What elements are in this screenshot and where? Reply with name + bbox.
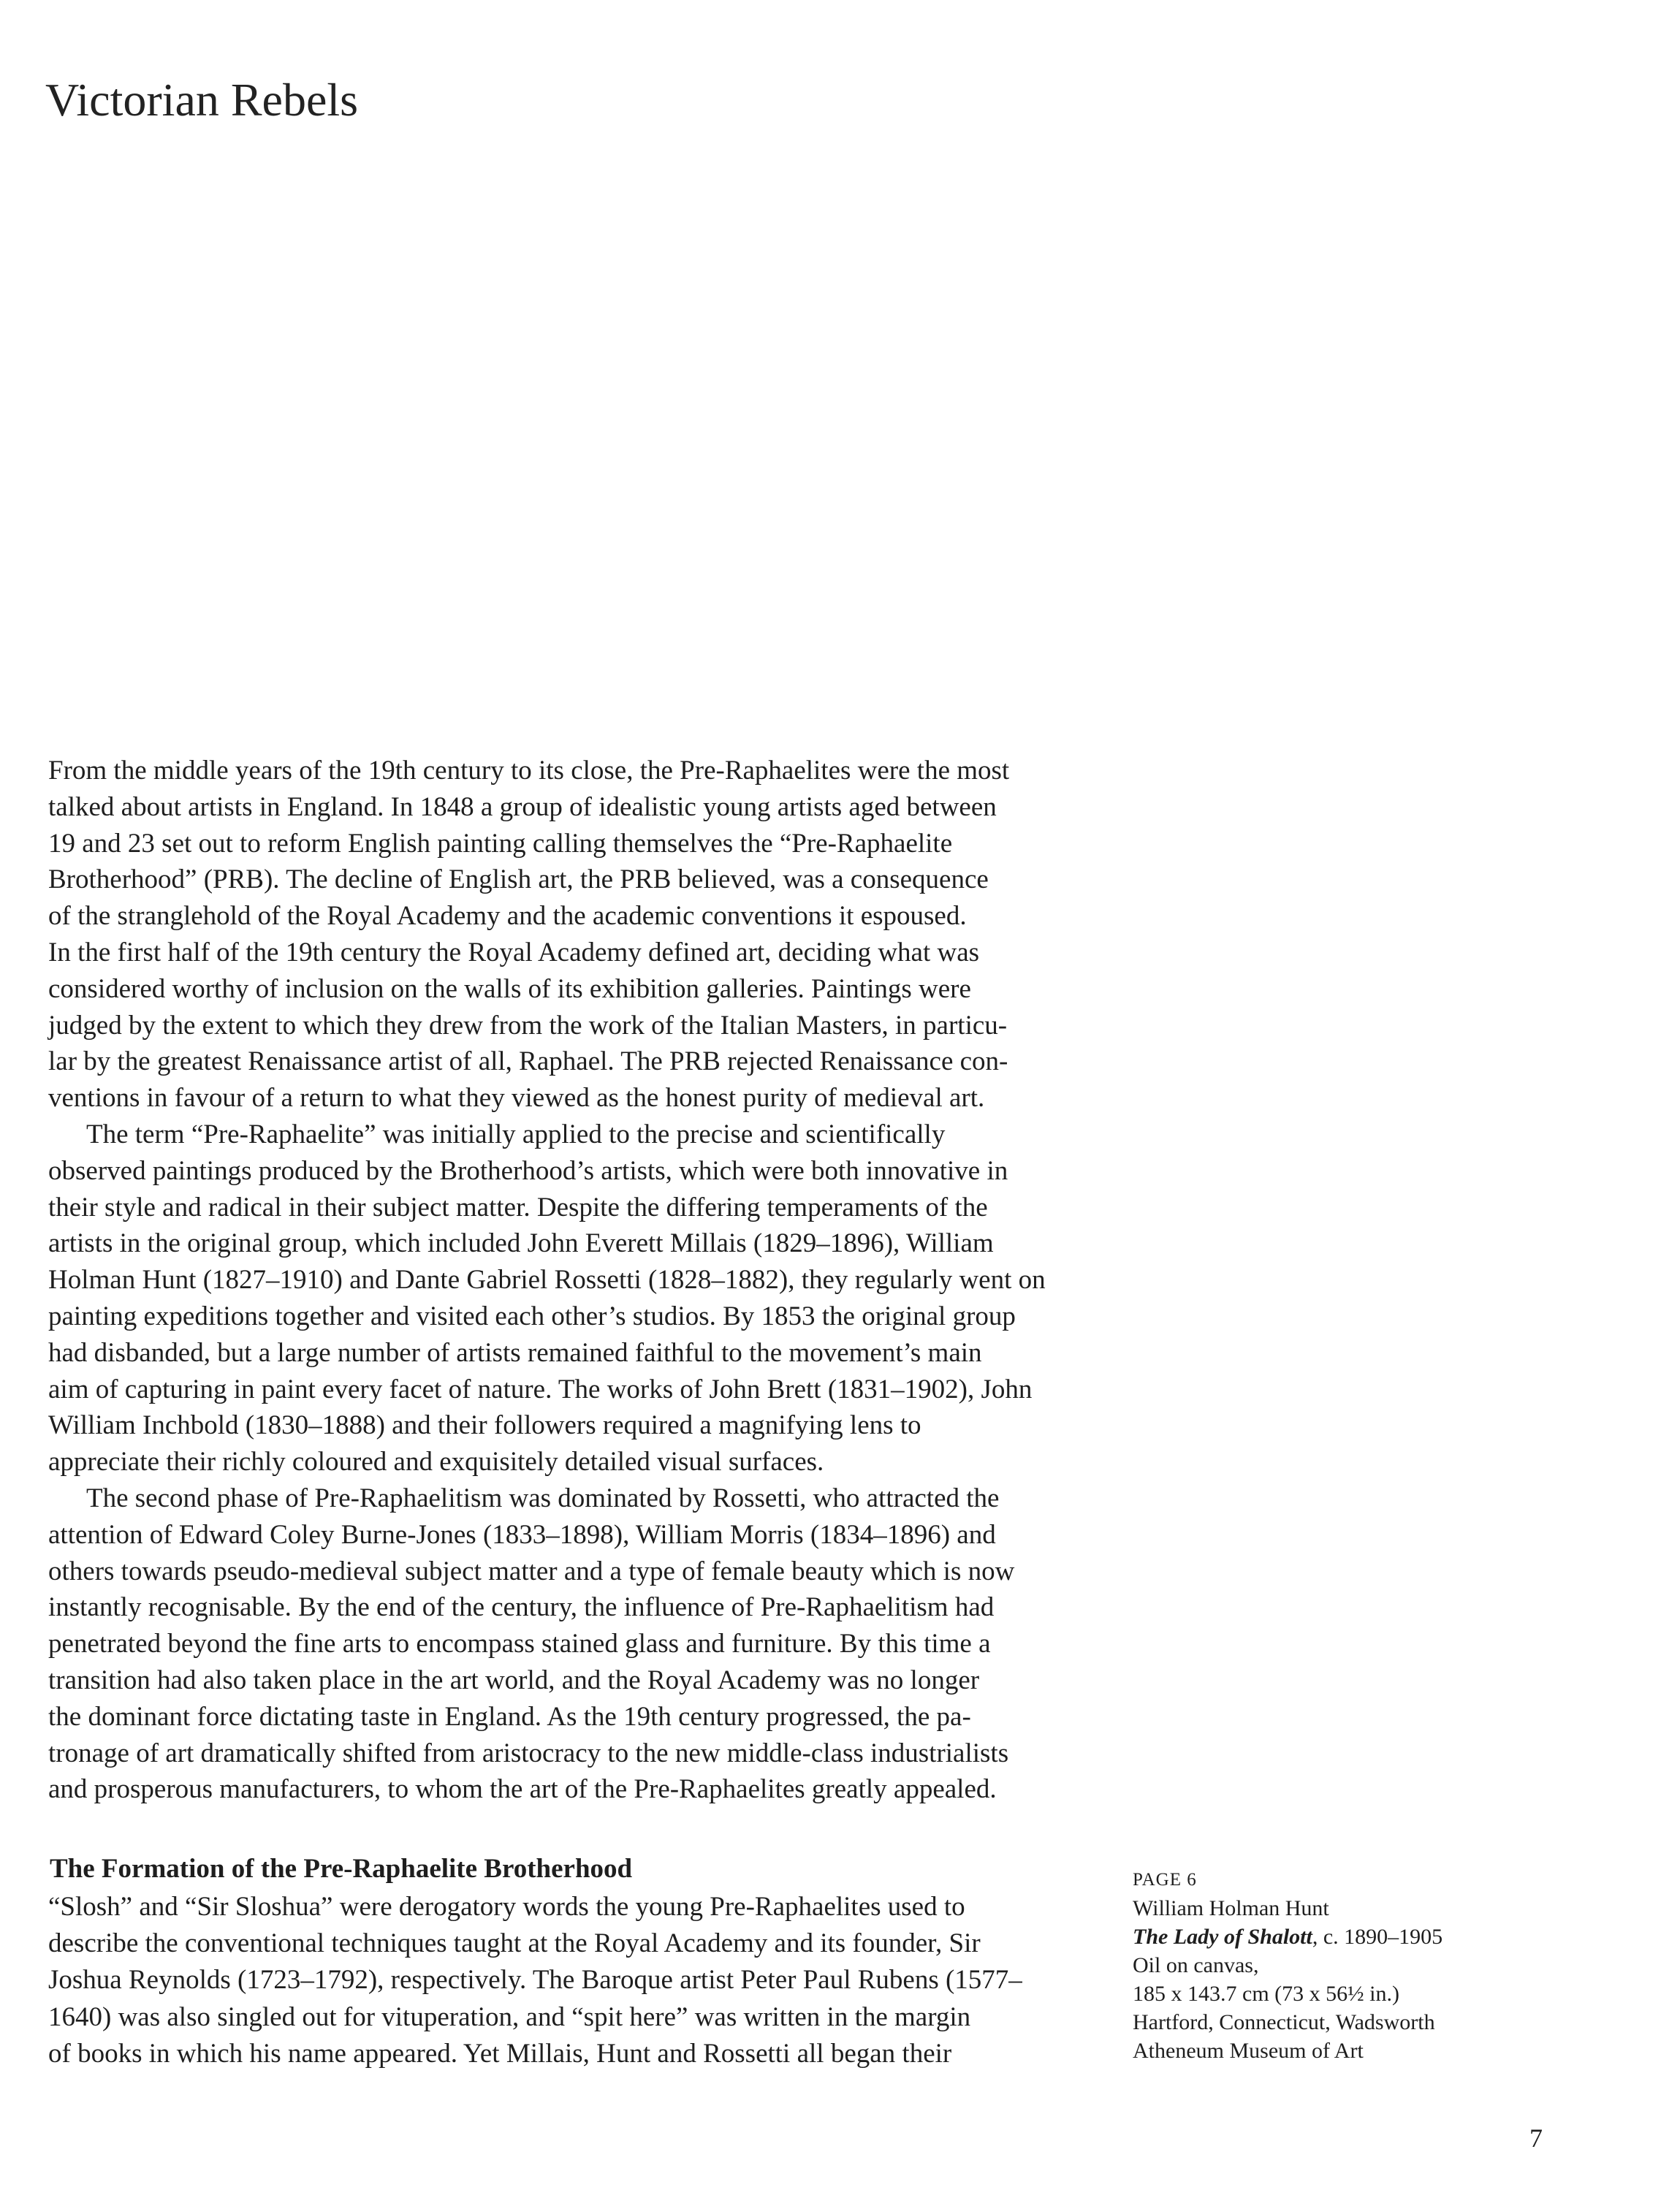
caption-work-title: The Lady of Shalott <box>1133 1925 1312 1949</box>
body-line: lar by the greatest Renaissance artist of all, Raphael. The PRB rejected Renaissance con- <box>48 1046 1008 1077</box>
section-line: 1640) was also singled out for vituperation, and “spit here” was written in the margin <box>48 2001 971 2032</box>
caption-page-ref: PAGE 6 <box>1133 1870 1197 1890</box>
body-line: judged by the extent to which they drew from the work of the Italian Masters, in particu- <box>48 1010 1008 1041</box>
caption-location: Atheneum Museum of Art <box>1133 2039 1364 2063</box>
body-line: The second phase of Pre-Raphaelitism was dominated by Rossetti, who attracted the <box>86 1483 1000 1513</box>
body-line: painting expeditions together and visited each other’s studios. By 1853 the original group <box>48 1301 1016 1331</box>
body-line: In the first half of the 19th century the Royal Academy defined art, deciding what was <box>48 937 980 967</box>
body-line: of the stranglehold of the Royal Academy and the academic conventions it espoused. <box>48 901 967 932</box>
body-line: the dominant force dictating taste in England. As the 19th century progressed, the pa- <box>48 1701 971 1732</box>
body-line: William Inchbold (1830–1888) and their followers required a magnifying lens to <box>48 1410 921 1441</box>
body-line: artists in the original group, which included John Everett Millais (1829–1896), William <box>48 1228 994 1259</box>
body-line: transition had also taken place in the art world, and the Royal Academy was no longer <box>48 1665 980 1695</box>
body-line: their style and radical in their subject matter. Despite the differing temperaments of the <box>48 1192 988 1222</box>
body-line: appreciate their richly coloured and exquisitely detailed visual surfaces. <box>48 1447 824 1478</box>
caption-title-line <box>1133 1923 1443 1951</box>
page-number: 7 <box>1529 2123 1543 2153</box>
body-line: Brotherhood” (PRB). The decline of English art, the PRB believed, was a consequence <box>48 864 989 895</box>
section-heading: The Formation of the Pre-Raphaelite Brotherhood <box>50 1854 633 1884</box>
section-line: “Slosh” and “Sir Sloshua” were derogatory words the young Pre-Raphaelites used to <box>48 1892 965 1922</box>
body-line: penetrated beyond the fine arts to encompass stained glass and furniture. By this time a <box>48 1629 991 1659</box>
body-line: Holman Hunt (1827–1910) and Dante Gabriel Rossetti (1828–1882), they regularly went on <box>48 1265 1046 1296</box>
section-body-text <box>48 1889 1022 2072</box>
body-line: others towards pseudo-medieval subject matter and a type of female beauty which is now <box>48 1556 1015 1586</box>
body-line: ventions in favour of a return to what they viewed as the honest purity of medieval art. <box>48 1083 985 1114</box>
image-caption <box>1133 1866 1443 2065</box>
body-line: instantly recognisable. By the end of the century, the influence of Pre-Raphaelitism had <box>48 1592 995 1623</box>
body-line: and prosperous manufacturers, to whom the art of the Pre-Raphaelites greatly appealed. <box>48 1774 997 1805</box>
body-text <box>48 753 1046 1808</box>
body-line: attention of Edward Coley Burne-Jones (1833–1898), William Morris (1834–1896) and <box>48 1519 996 1550</box>
body-line: tronage of art dramatically shifted from aristocracy to the new middle-class industrialists <box>48 1738 1009 1768</box>
caption-medium: Oil on canvas, <box>1133 1953 1259 1977</box>
body-line: 19 and 23 set out to reform English painting calling themselves the “Pre-Raphaelite <box>48 828 953 859</box>
section-line: Joshua Reynolds (1723–1792), respectively. The Baroque artist Peter Paul Rubens (1577– <box>48 1965 1022 1996</box>
body-line: had disbanded, but a large number of artists remained faithful to the movement’s main <box>48 1337 982 1368</box>
body-line: The term “Pre-Raphaelite” was initially applied to the precise and scientifically <box>86 1119 946 1149</box>
body-line: considered worthy of inclusion on the walls of its exhibition galleries. Paintings were <box>48 973 971 1004</box>
caption-artist: William Holman Hunt <box>1133 1896 1329 1920</box>
caption-location: Hartford, Connecticut, Wadsworth <box>1133 2010 1435 2034</box>
caption-date: , c. 1890–1905 <box>1312 1925 1443 1949</box>
body-line: aim of capturing in paint every facet of nature. The works of John Brett (1831–1902), John <box>48 1374 1033 1404</box>
body-line: talked about artists in England. In 1848 a group of idealistic young artists aged between <box>48 791 997 822</box>
body-line: observed paintings produced by the Brotherhood’s artists, which were both innovative in <box>48 1155 1008 1186</box>
caption-dimensions: 185 x 143.7 cm (73 x 56½ in.) <box>1133 1982 1399 2006</box>
section-line: of books in which his name appeared. Yet Millais, Hunt and Rossetti all began their <box>48 2038 952 2069</box>
section-line: describe the conventional techniques taught at the Royal Academy and its founder, Sir <box>48 1928 981 1959</box>
page-title: Victorian Rebels <box>45 74 359 126</box>
body-line: From the middle years of the 19th century to its close, the Pre-Raphaelites were the most <box>48 756 1010 786</box>
